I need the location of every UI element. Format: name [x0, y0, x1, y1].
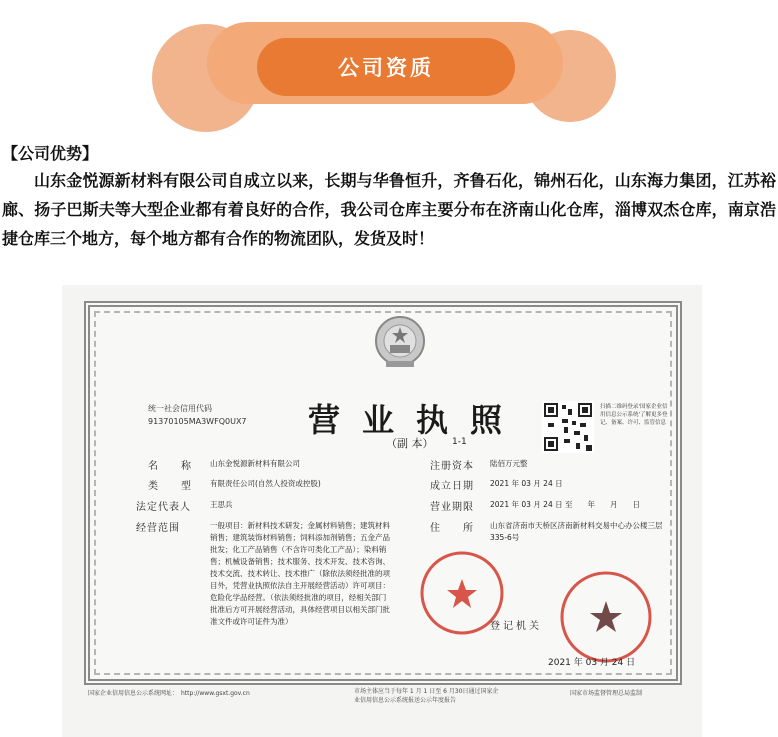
- field-value-term: 2021 年 03 月 24 日 至 年 月 日: [490, 500, 640, 509]
- license-title: 营业执照: [308, 401, 525, 439]
- field-value-scope: 一般项目：新材料技术研发；金属材料销售；建筑材料销售；建筑装饰材料销售；饲料添加剂销售；五金产品批发；化工产品销售（不含许可类化工产品）；染料销售；机械设备销售；技术服务、技术开发、技术咨询、技术交流、技术转让、技术推广（除依法须经批准的项目外，凭营业执照依法自主开展经营活动）许可项目：危险化学品经营。（依法须经批准的项目，经相关部门批准后方可开展经营活动，具体经营项目以相关部门批准文件或许可证件为准）: [210, 521, 390, 626]
- credit-code-label: 统一社会信用代码: [148, 404, 212, 413]
- footer-left: 国家企业信用信息公示系统网址： http://www.gsxt.gov.cn: [88, 690, 250, 697]
- field-value-type: 有限责任公司(自然人投资或控股): [210, 479, 321, 488]
- copy-number: 1-1: [452, 437, 467, 447]
- license-frame: [84, 301, 682, 685]
- national-emblem-icon: [372, 313, 428, 371]
- business-license-image: [62, 285, 702, 737]
- company-description: 山东金悦源新材料有限公司自成立以来，长期与华鲁恒升，齐鲁石化，锦州石化，山东海力集团，江苏裕廊、扬子巴斯夫等大型企业都有着良好的合作，我公司仓库主要分布在济南山化仓库，淄博双杰仓库，南京浩捷仓库三个地方，每个地方都有合作的物流团队，发货及时！: [2, 171, 776, 248]
- field-label-type: 类 型: [148, 481, 192, 492]
- credit-code: 91370105MA3WFQ0UX7: [148, 417, 247, 426]
- registration-date: 2021 年 03 月 24 日: [548, 658, 636, 668]
- field-value-capital: 陆佰万元整: [490, 459, 528, 468]
- footer-right: 国家市场监督管理总局监制: [570, 690, 643, 697]
- field-label-legal-rep: 法定代表人: [136, 502, 191, 513]
- field-value-founded: 2021 年 03 月 24 日: [490, 479, 563, 488]
- field-value-address: 山东省济南市天桥区济南新材料交易中心办公楼三层335-6号: [490, 521, 663, 542]
- banner-title: 公司资质: [338, 56, 434, 80]
- field-label-name: 名 称: [148, 461, 192, 472]
- field-value-legal-rep: 王思兵: [210, 500, 233, 509]
- section-banner: [0, 0, 778, 120]
- registration-office: 登记机关: [490, 621, 542, 632]
- field-label-founded: 成立日期: [430, 481, 474, 492]
- field-label-capital: 注册资本: [430, 461, 474, 472]
- section-heading: 【公司优势】: [2, 144, 99, 163]
- footer-center: 市场主体应当于每年 1 月 1 日至 6 月30日通过国家企业信用信息公示系统报送公示年度报告: [354, 688, 499, 704]
- license-subtitle: （副 本）: [386, 437, 434, 450]
- qr-note: 扫描二维码登录'国家企业信用信息公示系统'了解更多登记、备案、许可、监管信息: [600, 404, 668, 426]
- field-value-name: 山东金悦源新材料有限公司: [210, 459, 300, 468]
- field-label-scope: 经营范围: [136, 523, 180, 534]
- field-label-address: 住 所: [430, 523, 474, 534]
- qr-code-icon: [542, 401, 594, 453]
- government-seal-icon: [558, 569, 654, 665]
- banner-pill: [257, 38, 515, 96]
- field-label-term: 营业期限: [430, 502, 474, 513]
